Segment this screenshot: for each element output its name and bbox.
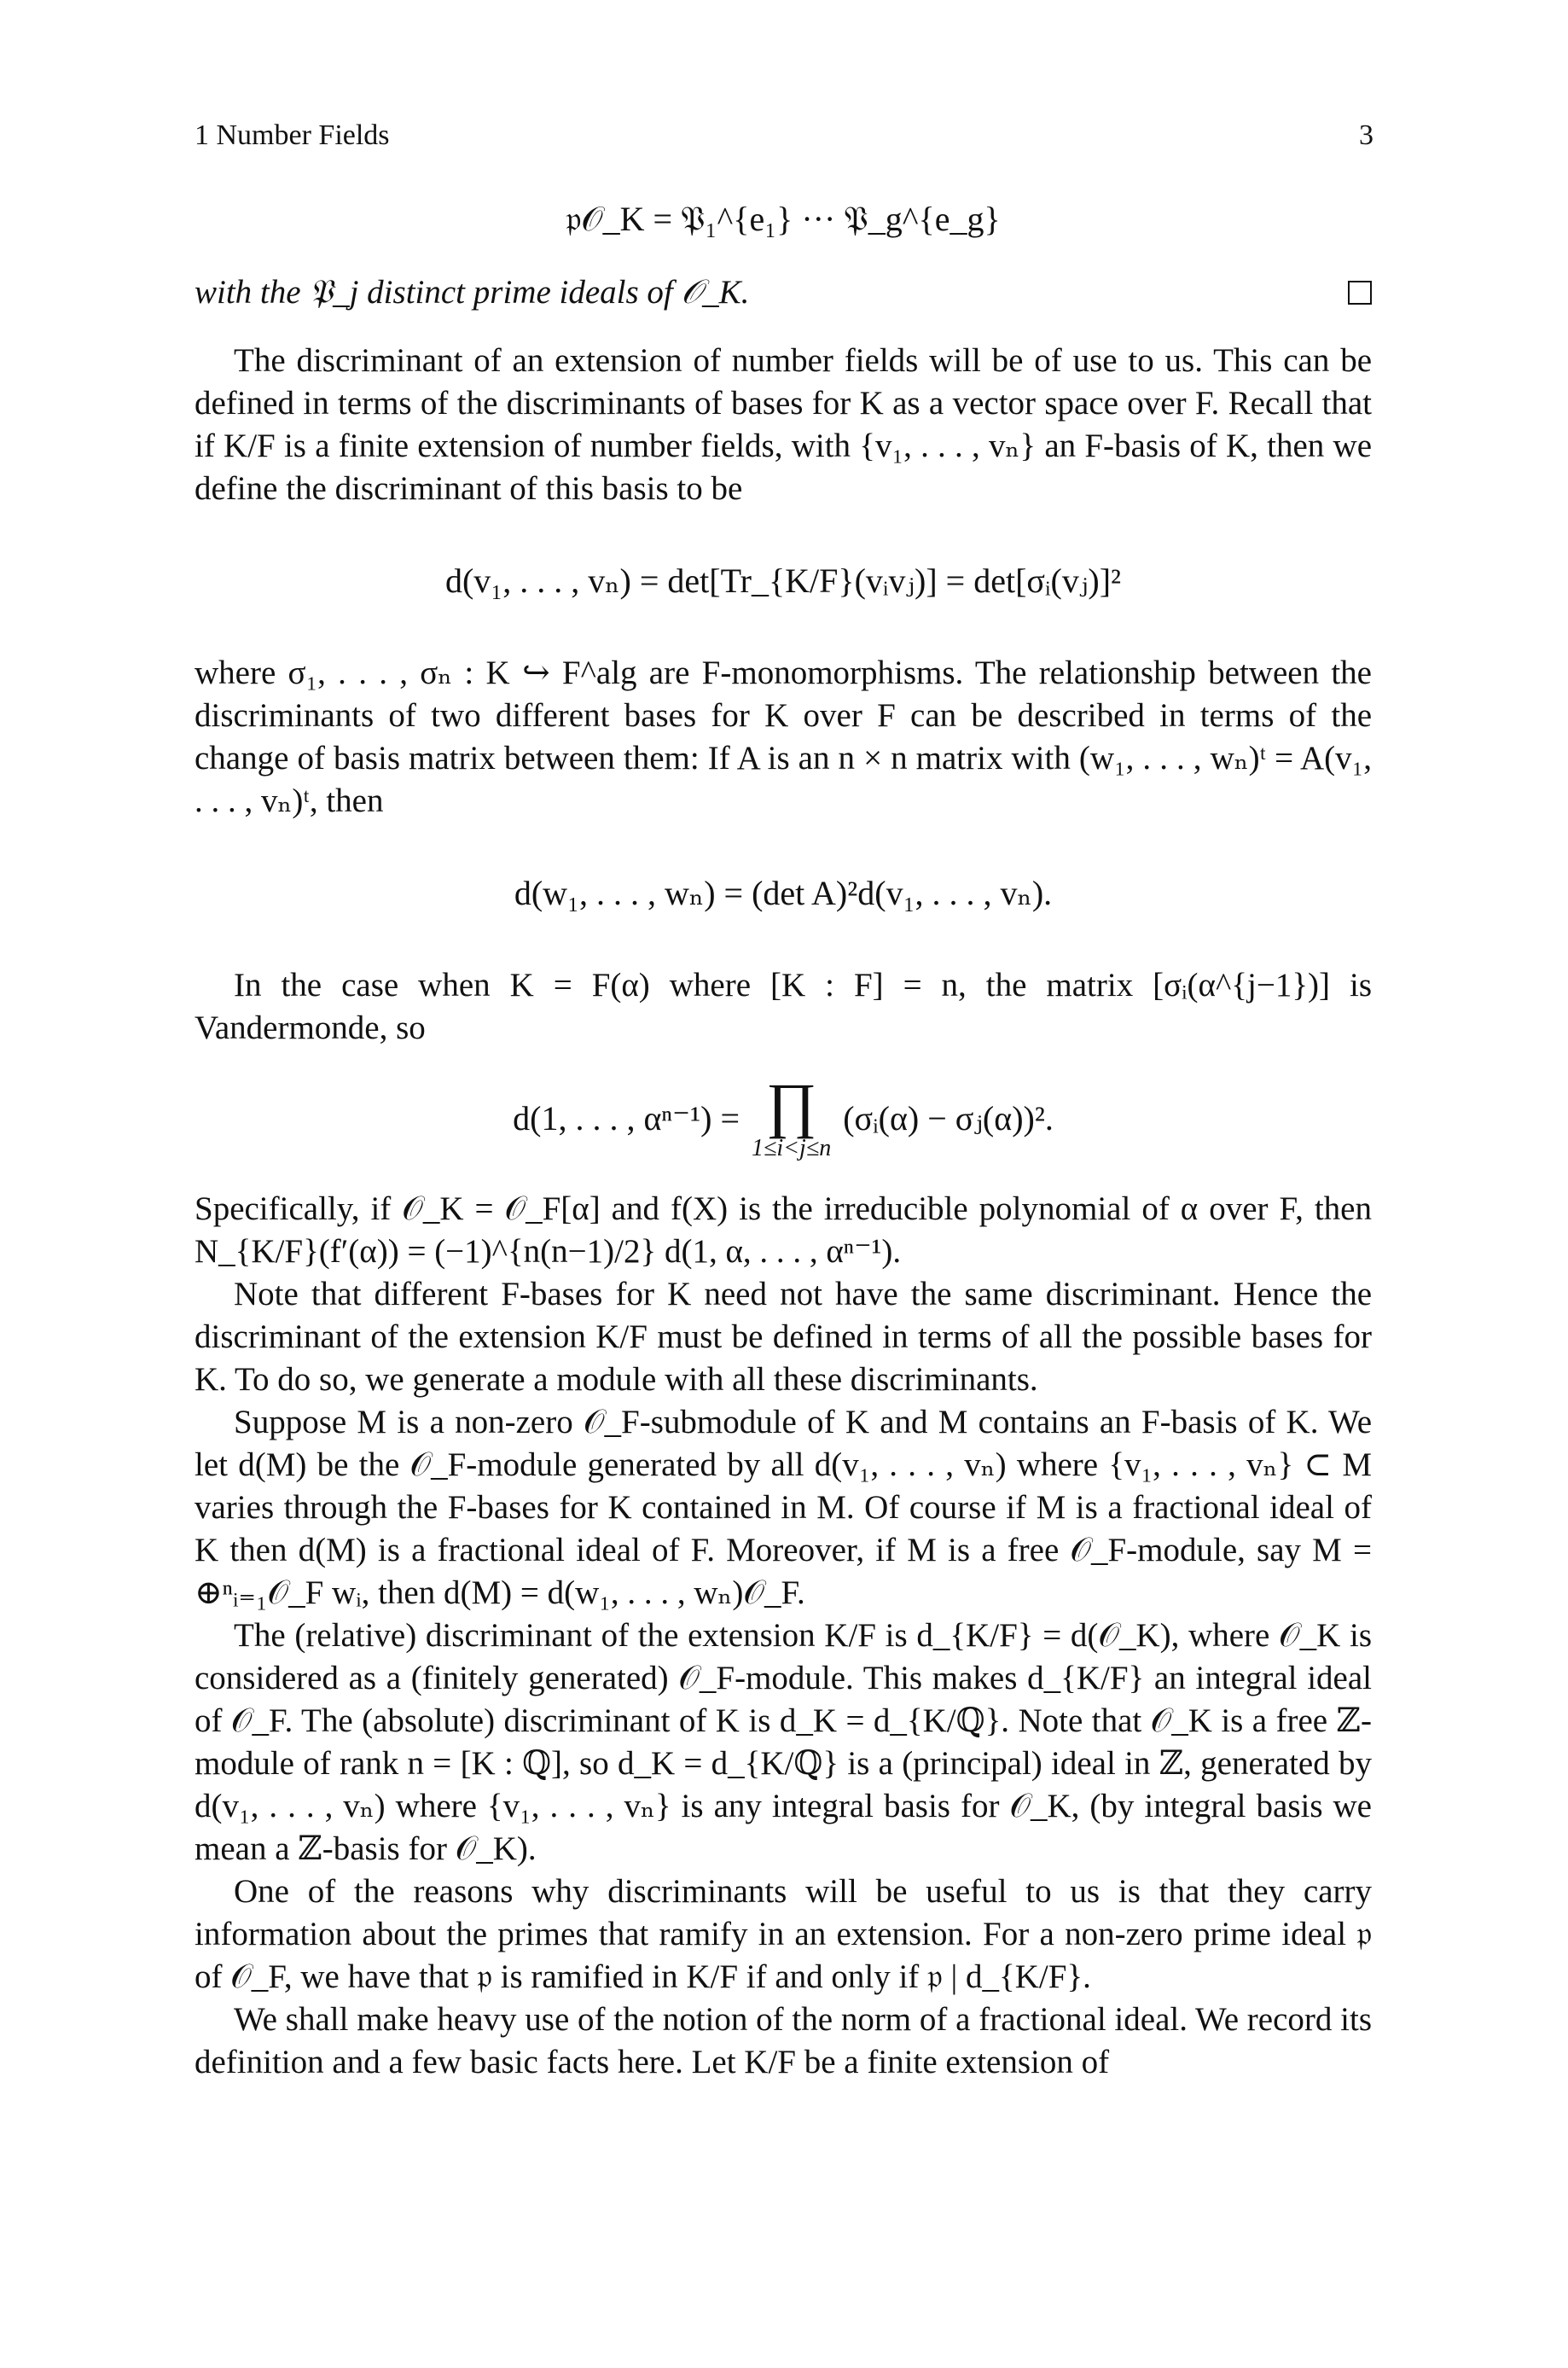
paragraph-ramification: One of the reasons why discriminants will be useful to us is that they carry information about the primes that ramify in an extension. For a non-zero prime ideal 𝔭 of 𝒪_F, we have that 𝔭 is ramified in K/F if and only if 𝔭 | d_{K/F}.	[195, 1873, 1372, 1995]
product-operator	[752, 1071, 832, 1162]
product-symbol: ∏	[765, 1071, 817, 1139]
paragraph-discriminant-intro: The discriminant of an extension of number fields will be of use to us. This can be defined in terms of the discriminants of bases for K as a vector space over F. Recall that if K/F is a finite extension of number fields, with {v₁, . . . , vₙ} an F-basis of K, then we define the discriminant of this basis to be	[195, 342, 1372, 507]
paragraph-monomorphisms: where σ₁, . . . , σₙ : K ↪ F^alg are F-monomorphisms. The relationship between the discriminants of two different bases for K over F can be described in terms of the change of basis matrix between them: If A is an n × n matrix with (w₁, . . . , wₙ)ᵗ = A(v₁, . . . , vₙ)ᵗ, then	[195, 655, 1372, 819]
vandermonde-rhs: (σᵢ(α) − σⱼ(α))².	[843, 1099, 1054, 1137]
paragraph-relative-discriminant: The (relative) discriminant of the extension K/F is d_{K/F} = d(𝒪_K), where 𝒪_K is considered as a (finitely generated) 𝒪_F-module. This makes d_{K/F} an integral ideal of 𝒪_F. The (absolute) discriminant of K is d_K = d_{K/ℚ}. Note that 𝒪_K is a free ℤ-module of rank n = [K : ℚ], so d_K = d_{K/ℚ} is a (principal) ideal in ℤ, generated by d(v₁, . . . , vₙ) where {v₁, . . . , vₙ} is any integral basis for 𝒪_K, (by integral basis we mean a ℤ-basis for 𝒪_K).	[195, 1617, 1372, 1867]
vandermonde-lhs: d(1, . . . , αⁿ⁻¹) =	[513, 1099, 740, 1137]
running-head	[195, 119, 1373, 152]
chapter-title: 1 Number Fields	[195, 119, 390, 151]
page-body	[195, 196, 1372, 2084]
page-number: 3	[1359, 119, 1373, 151]
equation-vandermonde-product	[195, 1071, 1372, 1162]
paragraph-module-discriminant: Suppose M is a non-zero 𝒪_F-submodule of K and M contains an F-basis of K. We let d(M) be the 𝒪_F-module generated by all d(v₁, . . . , vₙ) where {v₁, . . . , vₙ} ⊂ M varies through the F-bases for K contained in M. Of course if M is a fractional ideal of K then d(M) is a fractional ideal of F. Moreover, if M is a free 𝒪_F-module, say M = ⊕ⁿᵢ₌₁𝒪_F wᵢ, then d(M) = d(w₁, . . . , wₙ)𝒪_F.	[195, 1404, 1372, 1611]
paragraph-vandermonde: In the case when K = F(α) where [K : F] = n, the matrix [σᵢ(α^{j−1})] is Vandermonde, so	[195, 967, 1372, 1046]
equation-change-of-basis: d(w₁, . . . , wₙ) = (det A)²d(v₁, . . . , vₙ).	[514, 874, 1053, 912]
equation-factorization: 𝔭𝒪_K = 𝔓₁^{e₁} ··· 𝔓_g^{e_g}	[566, 200, 1001, 238]
paragraph-norm-derivative: Specifically, if 𝒪_K = 𝒪_F[α] and f(X) is the irreducible polynomial of α over F, then N_{K/F}(f′(α)) = (−1)^{n(n−1)/2} d(1, α, . . . , αⁿ⁻¹).	[195, 1190, 1372, 1270]
theorem-tail-text: with the 𝔓_j distinct prime ideals of 𝒪_K.	[195, 274, 750, 311]
product-range: 1≤i<j≤n	[752, 1135, 832, 1161]
paragraph-different-bases: Note that different F-bases for K need not have the same discriminant. Hence the discriminant of the extension K/F must be defined in terms of all the possible bases for K. To do so, we generate a module with all these discriminants.	[195, 1276, 1372, 1398]
equation-discriminant-definition: d(v₁, . . . , vₙ) = det[Tr_{K/F}(vᵢvⱼ)] = det[σᵢ(vⱼ)]²	[444, 561, 1122, 600]
paragraph-norm-intro: We shall make heavy use of the notion of the norm of a fractional ideal. We record its definition and a few basic facts here. Let K/F be a finite extension of	[195, 2001, 1372, 2080]
qed-box-icon	[1348, 281, 1372, 305]
theorem-conclusion	[195, 271, 1372, 314]
